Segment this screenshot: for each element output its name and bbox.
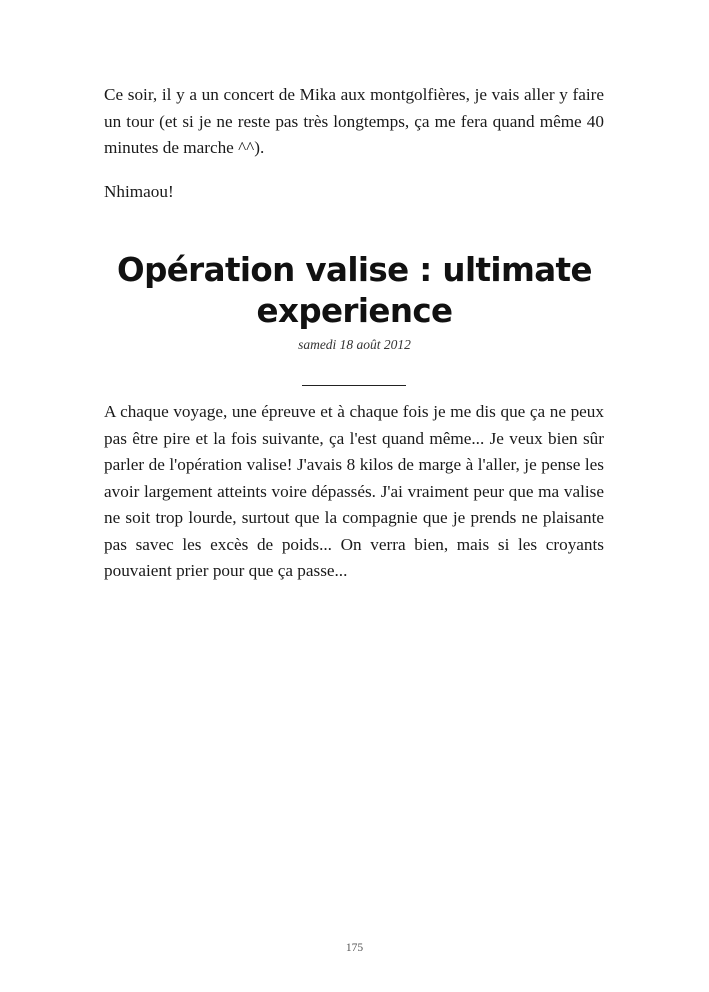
- post-body: A chaque voyage, une épreuve et à chaque fois je me dis que ça ne peux pas être pire et la fois suivante, ça l'est quand même... Je veux bien sûr parler de l'opération valise! J'avais 8 kilos de marge à l'aller, je pense les avoir largement atteints voire dépassés. J'ai vraiment peur que ma valise ne soit trop lourde, surtout que la compagnie que je prends ne plaisante pas savec les excès de poids... On verra bien, mais si les croyants pouvaient prier pour que ça passe...: [104, 402, 604, 580]
- intro-paragraph: Ce soir, il y a un concert de Mika aux montgolfières, je vais aller y faire un tour (et si je ne reste pas très longtemps, ça me fera quand même 40 minutes de marche ^^).: [104, 85, 604, 157]
- post-title: Opération valise : ultimate experience: [117, 251, 592, 330]
- title-separator: [302, 385, 406, 386]
- sign-off: Nhimaou!: [104, 182, 174, 201]
- post-date: samedi 18 août 2012: [298, 337, 411, 352]
- page-number: 175: [345, 942, 364, 954]
